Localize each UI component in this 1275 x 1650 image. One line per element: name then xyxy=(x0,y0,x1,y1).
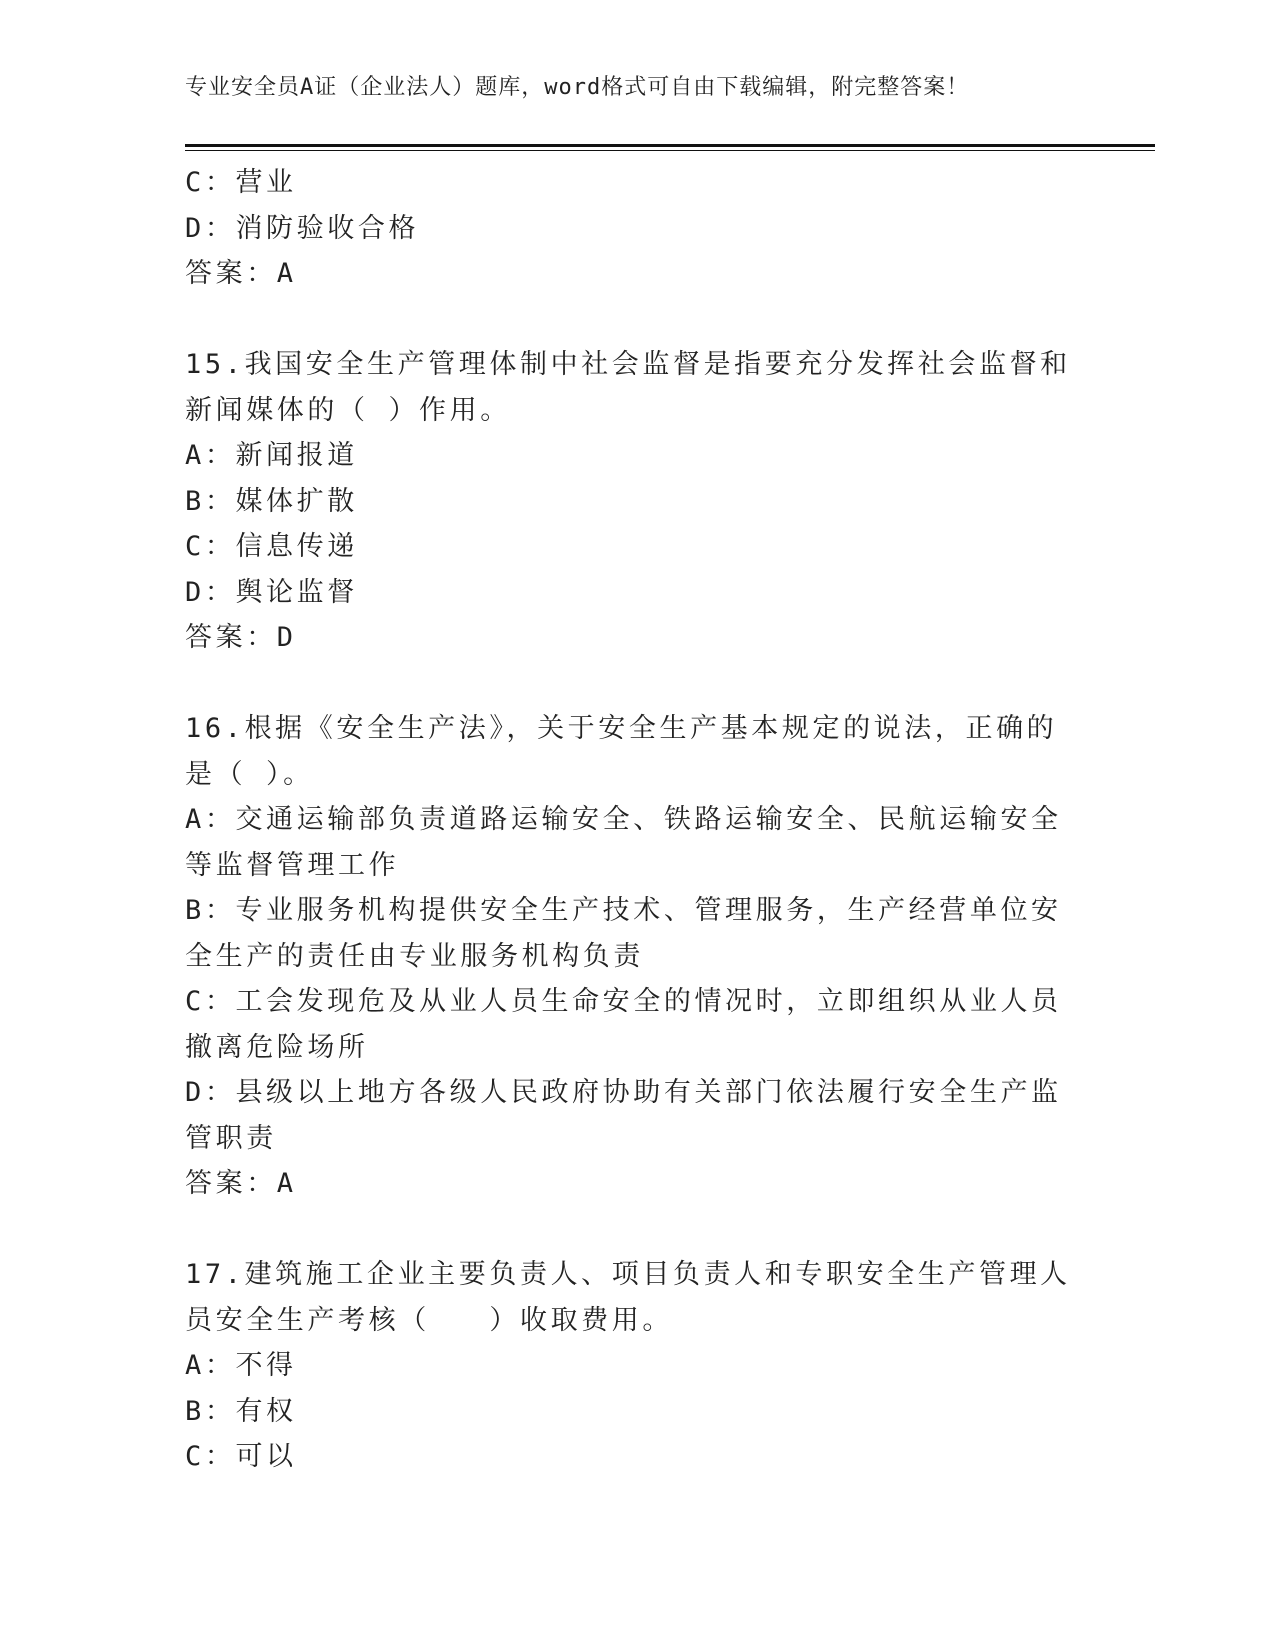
page-header: 专业安全员A证（企业法人）题库，word格式可自由下载编辑，附完整答案！ xyxy=(185,75,970,100)
option-b: B：有权 xyxy=(185,1395,297,1427)
option-d: D：消防验收合格 xyxy=(185,212,420,244)
option-c: C：可以 xyxy=(185,1441,297,1472)
answer: 答案：A xyxy=(185,1168,297,1199)
option-b: B：媒体扩散 xyxy=(185,485,358,517)
question-stem: 16.根据《安全生产法》，关于安全生产基本规定的说法，正确的是（ ）。 xyxy=(185,713,1058,790)
answer: 答案：A xyxy=(185,258,297,289)
option-c: C：工会发现危及从业人员生命安全的情况时，立即组织从业人员撤离危险场所 xyxy=(185,986,1062,1063)
option-a: A：交通运输部负责道路运输安全、铁路运输安全、民航运输安全等监督管理工作 xyxy=(185,804,1062,881)
option-a: A：新闻报道 xyxy=(185,440,358,471)
spacer xyxy=(185,661,1085,707)
option-d: D：县级以上地方各级人民政府协助有关部门依法履行安全生产监管职责 xyxy=(185,1077,1062,1154)
header-rule-thick xyxy=(185,144,1155,147)
option-c: C：营业 xyxy=(185,167,297,198)
option-b: B：专业服务机构提供安全生产技术、管理服务，生产经营单位安全生产的责任由专业服务机构负责 xyxy=(185,895,1062,972)
answer: 答案：D xyxy=(185,622,297,653)
header-rule-thin xyxy=(185,150,1155,151)
spacer xyxy=(185,1207,1085,1253)
spacer xyxy=(185,297,1085,343)
option-a: A：不得 xyxy=(185,1350,297,1381)
option-d: D：舆论监督 xyxy=(185,576,358,608)
question-content xyxy=(185,160,1085,1480)
question-stem: 15.我国安全生产管理体制中社会监督是指要充分发挥社会监督和新闻媒体的（ ）作用。 xyxy=(185,349,1071,426)
option-c: C：信息传递 xyxy=(185,531,358,562)
question-stem: 17.建筑施工企业主要负责人、项目负责人和专职安全生产管理人员安全生产考核（ ）收取费用。 xyxy=(185,1259,1071,1336)
